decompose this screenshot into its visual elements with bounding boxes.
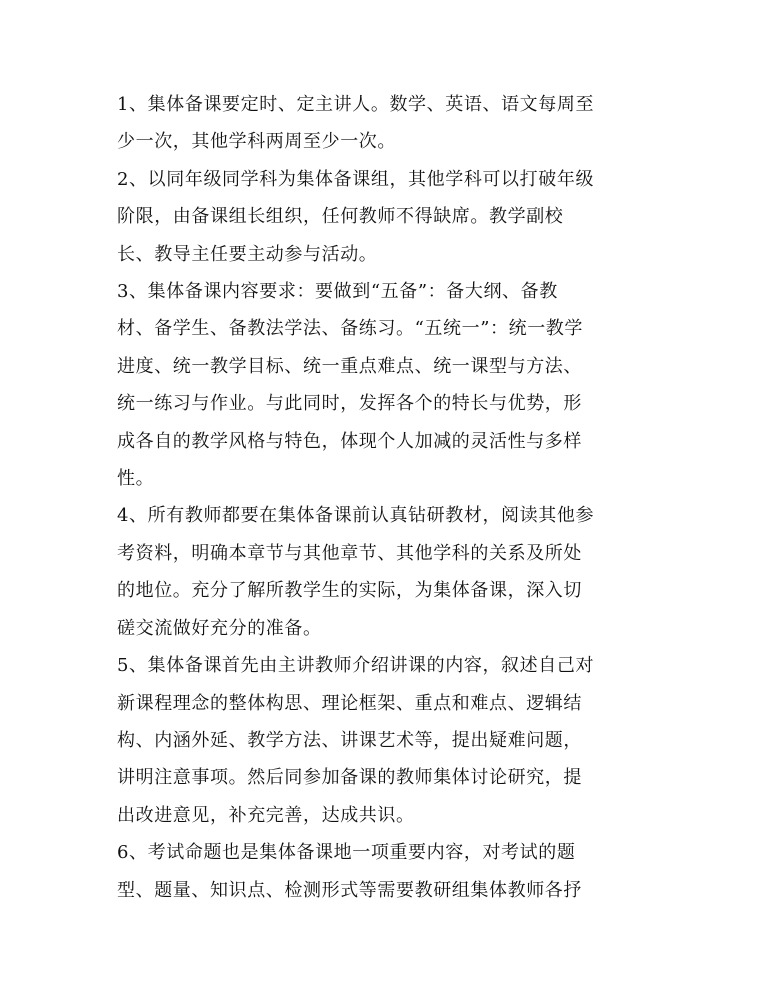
text-line: 5、集体备课首先由主讲教师介绍讲课的内容，叙述自己对 <box>117 655 595 677</box>
text-line: 的地位。充分了解所教学生的实际，为集体备课，深入切 <box>117 580 582 602</box>
paragraph-2 <box>117 161 657 273</box>
paragraph-1 <box>117 86 657 161</box>
text-line: 材、备学生、备教法学法、备练习。“五统一”：统一教学 <box>117 318 584 340</box>
paragraph-4 <box>117 497 657 647</box>
text-line: 阶限，由备课组长组织，任何教师不得缺席。教学副校 <box>117 206 564 228</box>
text-line: 讲明注意事项。然后同参加备课的教师集体讨论研究，提 <box>117 767 582 789</box>
text-line: 性。 <box>117 468 155 490</box>
text-line: 长、教导主任要主动参与活动。 <box>117 243 378 265</box>
text-line: 成各自的教学风格与特色，体现个人加减的灵活性与多样 <box>117 430 582 452</box>
paragraph-6 <box>117 834 657 909</box>
text-line: 4、所有教师都要在集体备课前认真钻研教材，阅读其他参 <box>117 505 595 527</box>
text-line: 磋交流做好充分的准备。 <box>117 617 322 639</box>
text-line: 出改进意见，补充完善，达成共识。 <box>117 804 415 826</box>
text-line: 少一次，其他学科两周至少一次。 <box>117 131 396 153</box>
text-line: 统一练习与作业。与此同时，发挥各个的特长与优势，形 <box>117 393 582 415</box>
text-line: 型、题量、知识点、检测形式等需要教研组集体教师各抒 <box>117 879 582 901</box>
text-line: 进度、统一教学目标、统一重点难点、统一课型与方法、 <box>117 355 582 377</box>
text-line: 6、考试命题也是集体备课地一项重要内容，对考试的题 <box>117 842 576 864</box>
text-line: 2、以同年级同学科为集体备课组，其他学科可以打破年级 <box>117 168 595 190</box>
text-line: 1、集体备课要定时、定主讲人。数学、英语、语文每周至 <box>117 94 595 115</box>
text-line: 新课程理念的整体构思、理论框架、重点和难点、逻辑结 <box>117 692 582 714</box>
paragraph-5 <box>117 647 657 834</box>
paragraph-3 <box>117 273 657 497</box>
document-body <box>117 86 657 909</box>
text-line: 3、集体备课内容要求：要做到“五备”：备大纲、备教 <box>117 281 558 303</box>
text-line: 考资料，明确本章节与其他章节、其他学科的关系及所处 <box>117 542 582 564</box>
text-line: 构、内涵外延、教学方法、讲课艺术等，提出疑难问题， <box>117 729 582 751</box>
